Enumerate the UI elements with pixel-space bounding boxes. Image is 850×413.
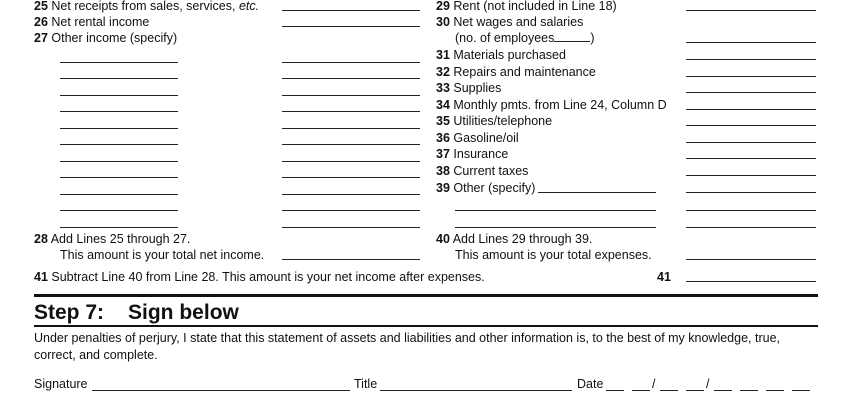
line-36-number: 36 (436, 131, 450, 145)
line-33-label (436, 81, 501, 95)
line-37-number: 37 (436, 147, 450, 161)
line-27-amount-field-3[interactable] (282, 95, 420, 96)
line-33-text: Supplies (453, 81, 502, 95)
line-34-text: Monthly pmts. from Line 24, Column D (453, 98, 667, 112)
line-36-label (436, 131, 519, 145)
line-39-amount-field-3[interactable] (686, 227, 816, 228)
line-27-specify-field-5[interactable] (60, 128, 178, 129)
date-label: Date (577, 377, 604, 391)
line-30-number: 30 (436, 15, 450, 29)
line-39-specify-field-2[interactable] (455, 210, 656, 211)
line-25-label (34, 0, 259, 13)
date-separator-2: / (706, 377, 710, 391)
line-27-specify-field-10[interactable] (60, 210, 178, 211)
line-27-amount-field-2[interactable] (282, 78, 420, 79)
line-26-number: 26 (34, 15, 48, 29)
line-27-amount-field-7[interactable] (282, 161, 420, 162)
line-32-text: Repairs and maintenance (453, 65, 596, 79)
line-38-label (436, 164, 528, 178)
date-year-field-1[interactable] (686, 390, 704, 391)
step-7-title: Sign below (128, 301, 239, 324)
line-27-text: Other income (specify) (51, 31, 178, 45)
line-40-text-2: This amount is your total expenses. (455, 248, 652, 262)
line-38-number: 38 (436, 164, 450, 178)
line-27-amount-field-1[interactable] (282, 62, 420, 63)
line-41-net-income-field[interactable] (686, 281, 816, 282)
step-7-heading (34, 301, 239, 325)
title-field[interactable] (380, 390, 572, 391)
line-30-amount-field[interactable] (686, 42, 816, 43)
line-31-number: 31 (436, 48, 450, 62)
line-38-amount-field[interactable] (686, 175, 816, 176)
line-36-text: Gasoline/oil (453, 131, 519, 145)
line-41-label (34, 270, 485, 284)
line-40-label (436, 232, 592, 246)
employees-count-field[interactable] (554, 41, 590, 42)
line-41-number: 41 (34, 270, 48, 284)
line-27-number: 27 (34, 31, 48, 45)
line-38-text: Current taxes (453, 164, 529, 178)
line-26-label (34, 15, 149, 29)
line-28-number: 28 (34, 232, 48, 246)
line-34-amount-field[interactable] (686, 109, 816, 110)
line-27-specify-field-7[interactable] (60, 161, 178, 162)
line-39-specify-field-3[interactable] (455, 227, 656, 228)
line-27-amount-field-5[interactable] (282, 128, 420, 129)
line-27-specify-field-6[interactable] (60, 144, 178, 145)
line-40-text-1: Add Lines 29 through 39. (452, 232, 593, 246)
line-39-number: 39 (436, 181, 450, 195)
line-27-amount-field-10[interactable] (282, 210, 420, 211)
line-29-amount-field[interactable] (686, 10, 816, 11)
line-28-total-field[interactable] (282, 259, 420, 260)
line-32-label (436, 65, 596, 79)
line-27-amount-field-8[interactable] (282, 177, 420, 178)
line-37-text: Insurance (453, 147, 509, 161)
line-27-specify-field-8[interactable] (60, 177, 178, 178)
line-37-label (436, 147, 508, 161)
heading-underline (34, 325, 818, 327)
line-32-amount-field[interactable] (686, 76, 816, 77)
line-25-etc: etc. (238, 0, 260, 13)
line-35-label (436, 114, 552, 128)
line-36-amount-field[interactable] (686, 142, 816, 143)
line-35-text: Utilities/telephone (453, 114, 553, 128)
line-34-label (436, 98, 667, 112)
line-28-text-1: Add Lines 25 through 27. (50, 232, 191, 246)
line-27-specify-field-9[interactable] (60, 194, 178, 195)
line-40-number: 40 (436, 232, 450, 246)
line-25-amount-field[interactable] (282, 10, 420, 11)
line-27-specify-field-1[interactable] (60, 62, 178, 63)
date-month-field[interactable] (606, 390, 624, 391)
line-25-text: Net receipts from sales, services, (51, 0, 236, 13)
line-33-number: 33 (436, 81, 450, 95)
line-27-specify-field-11[interactable] (60, 227, 178, 228)
title-label: Title (354, 377, 378, 391)
line-28-text-2: This amount is your total net income. (60, 248, 265, 262)
line-27-amount-field-4[interactable] (282, 111, 420, 112)
line-26-text: Net rental income (51, 15, 150, 29)
date-year-field-5[interactable] (792, 390, 810, 391)
line-29-label (436, 0, 617, 13)
section-divider (34, 294, 818, 297)
line-39-specify-field-1[interactable] (538, 192, 656, 193)
line-35-amount-field[interactable] (686, 125, 816, 126)
line-40-total-field[interactable] (686, 259, 816, 260)
date-day-field-2[interactable] (660, 390, 678, 391)
line-30-employees-close: ) (590, 31, 595, 45)
line-30-employees-label: (no. of employees (455, 31, 555, 45)
line-30-label (436, 15, 583, 29)
line-30-employees-row (455, 31, 595, 45)
signature-label: Signature (34, 377, 88, 391)
line-41-right-number: 41 (657, 270, 671, 284)
line-27-specify-field-2[interactable] (60, 78, 178, 79)
line-26-amount-field[interactable] (282, 26, 420, 27)
line-37-amount-field[interactable] (686, 158, 816, 159)
line-29-number: 29 (436, 0, 450, 13)
line-32-number: 32 (436, 65, 450, 79)
date-separator-1: / (652, 377, 656, 391)
line-39-text: Other (specify) (453, 181, 536, 195)
signature-field[interactable] (92, 390, 350, 391)
line-27-amount-field-11[interactable] (282, 227, 420, 228)
line-27-specify-field-4[interactable] (60, 111, 178, 112)
line-27-specify-field-3[interactable] (60, 95, 178, 96)
line-41-text: Subtract Line 40 from Line 28. This amount is your net income after expenses. (51, 270, 485, 284)
line-39-amount-field-1[interactable] (686, 192, 816, 193)
line-27-amount-field-6[interactable] (282, 144, 420, 145)
line-25-number: 25 (34, 0, 48, 13)
line-34-number: 34 (436, 98, 450, 112)
step-7-number: Step 7: (34, 301, 105, 324)
date-day-field-1[interactable] (632, 390, 650, 391)
line-29-text: Rent (not included in Line 18) (453, 0, 617, 13)
date-year-field-2[interactable] (714, 390, 732, 391)
perjury-statement: Under penalties of perjury, I state that this statement of assets and liabilities and other information is, to the best of my knowledge, true, correct, and complete. (34, 331, 780, 362)
line-39-label (436, 181, 535, 195)
line-33-amount-field[interactable] (686, 92, 816, 93)
date-year-field-3[interactable] (740, 390, 758, 391)
line-30-text: Net wages and salaries (453, 15, 584, 29)
line-39-amount-field-2[interactable] (686, 210, 816, 211)
line-27-amount-field-9[interactable] (282, 194, 420, 195)
line-28-label (34, 232, 190, 246)
line-31-label (436, 48, 566, 62)
line-31-text: Materials purchased (453, 48, 566, 62)
date-year-field-4[interactable] (766, 390, 784, 391)
line-35-number: 35 (436, 114, 450, 128)
line-31-amount-field[interactable] (686, 59, 816, 60)
line-27-label (34, 31, 177, 45)
